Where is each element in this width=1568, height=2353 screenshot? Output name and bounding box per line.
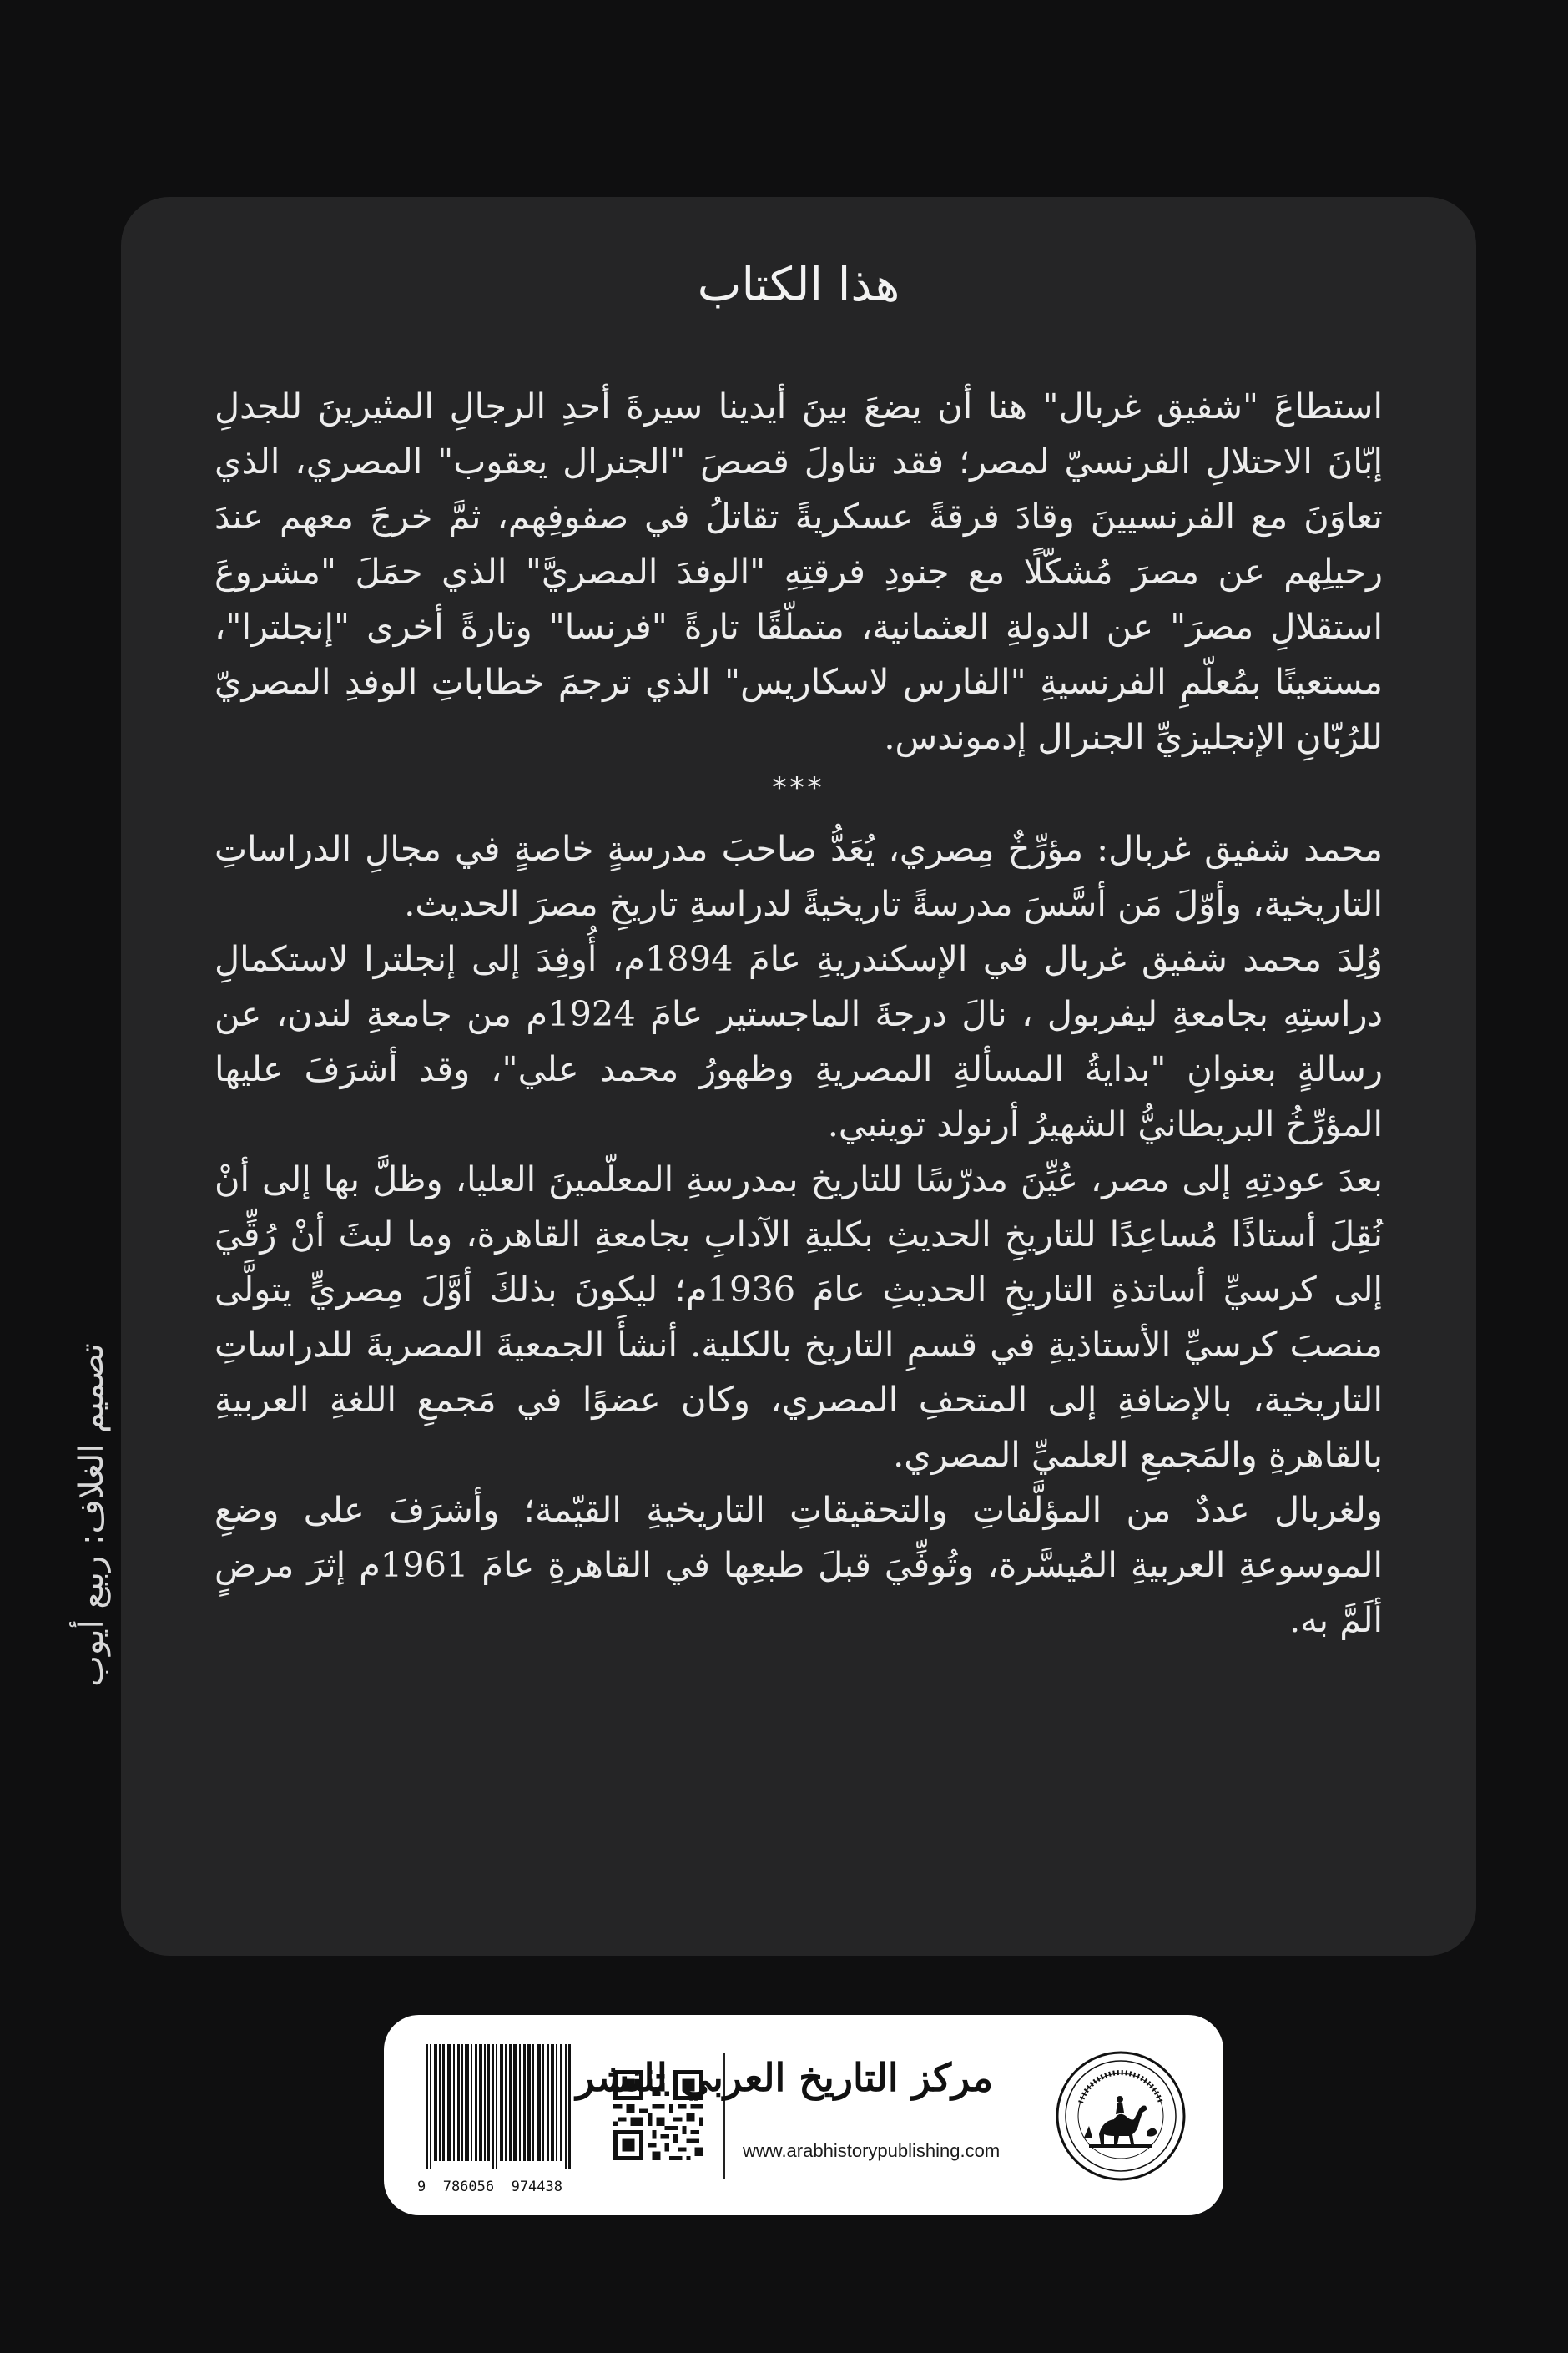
bio-paragraph-1: محمد شفيق غربال: مؤرِّخٌ مِصري، يُعَدُّ صاحبَ مدرسةٍ خاصةٍ في مجالِ الدراساتِ التاريخية، وأوّلَ مَن أسَّسَ مدرسةً تاريخيةً لدراسةِ تاريخِ مصرَ الحديث. (214, 828, 1383, 924)
cover-design-credit: تصميم الغلاف: ربيع أيوب (73, 1343, 111, 1687)
panel-title: هذا الكتاب (697, 258, 900, 312)
intro-paragraph: استطاعَ "شفيق غربال" هنا أن يضعَ بينَ أيدينا سيرةَ أحدِ الرجالِ المثيرينَ للجدلِ إبّانَ الاحتلالِ الفرنسيّ لمصر؛ فقد تناولَ قصصَ "الجنرال يعقوب" المصري، الذي تعاوَنَ مع الفرنسيينَ وقادَ فرقةً عسكريةً تقاتلُ في صفوفِهم، ثمَّ خرجَ معهم عندَ رحيلِهم عن مصرَ مُشكّلًا مع جنودِ فرقتِهِ "الوفدَ المصريَّ" الذي حمَلَ "مشروعَ استقلالِ مصرَ" عن الدولةِ العثمانية، متملّقًا تارةً "فرنسا" وتارةً أخرى "إنجلترا"، مستعينًا بمُعلّمِ الفرنسيةِ "الفارس لاسكاريس" الذي ترجمَ خطاباتِ الوفدِ المصريّ للرُبّانِ الإنجليزيِّ الجنرال إدموندس. (214, 386, 1383, 757)
bio-paragraph-3: بعدَ عودتِهِ إلى مصر، عُيِّنَ مدرّسًا للتاريخ بمدرسةِ المعلّمينَ العليا، وظلَّ بها إلى أنْ نُقِلَ أستاذًا مُساعِدًا للتاريخِ الحديثِ بكليةِ الآدابِ بجامعةِ القاهرة، وما لبثَ أنْ رُقِّيَ إلى كرسيِّ أساتذةِ التاريخِ الحديثِ عامَ 1936م؛ ليكونَ بذلكَ أوَّلَ مِصريٍّ يتولَّى منصبَ كرسيِّ الأستاذيةِ في قسمِ التاريخ بالكلية. أنشأَ الجمعيةَ المصريةَ للدراساتِ التاريخية، بالإضافةِ إلى المتحفِ المصري، وكان عضوًا في مَجمعِ اللغةِ العربيةِ بالقاهرةِ والمَجمعِ العلميِّ المصري. (214, 1159, 1384, 1475)
panel-body (214, 379, 1383, 1648)
bio-paragraph-4: ولغربال عددٌ من المؤلَّفاتِ والتحقيقاتِ التاريخيةِ القيّمة؛ وأشرَفَ على وضعِ الموسوعةِ العربيةِ المُيسَّرة، وتُوفِّيَ قبلَ طبعِها في القاهرةِ عامَ 1961م إثرَ مرضٍ ألَمَّ به. (214, 1489, 1383, 1640)
barcode-icon (426, 2044, 572, 2169)
barcode-digits: 9 786056 974438 (417, 2179, 562, 2195)
publisher-url: www.arabhistorypublishing.com (743, 2140, 1001, 2161)
back-cover-text-panel (121, 197, 1476, 1956)
camel-emblem-icon (1056, 2051, 1186, 2181)
section-separator: *** (772, 771, 825, 805)
publisher-name: مركز التاريخ العربي للنشر (576, 2055, 993, 2100)
publisher-box (384, 2015, 1223, 2215)
bio-paragraph-2: وُلِدَ محمد شفيق غربال في الإسكندريةِ عامَ 1894م، أُوفِدَ إلى إنجلترا لاستكمالِ دراستِهِ بجامعةِ ليفربول ، نالَ درجةَ الماجستير عامَ 1924م من جامعةِ لندن، عن رسالةٍ بعنوانِ "بدايةُ المسألةِ المصريةِ وظهورُ محمد علي"، وقد أشرَفَ عليها المؤرِّخُ البريطانيُّ الشهيرُ أرنولد توينبي. (214, 938, 1384, 1144)
